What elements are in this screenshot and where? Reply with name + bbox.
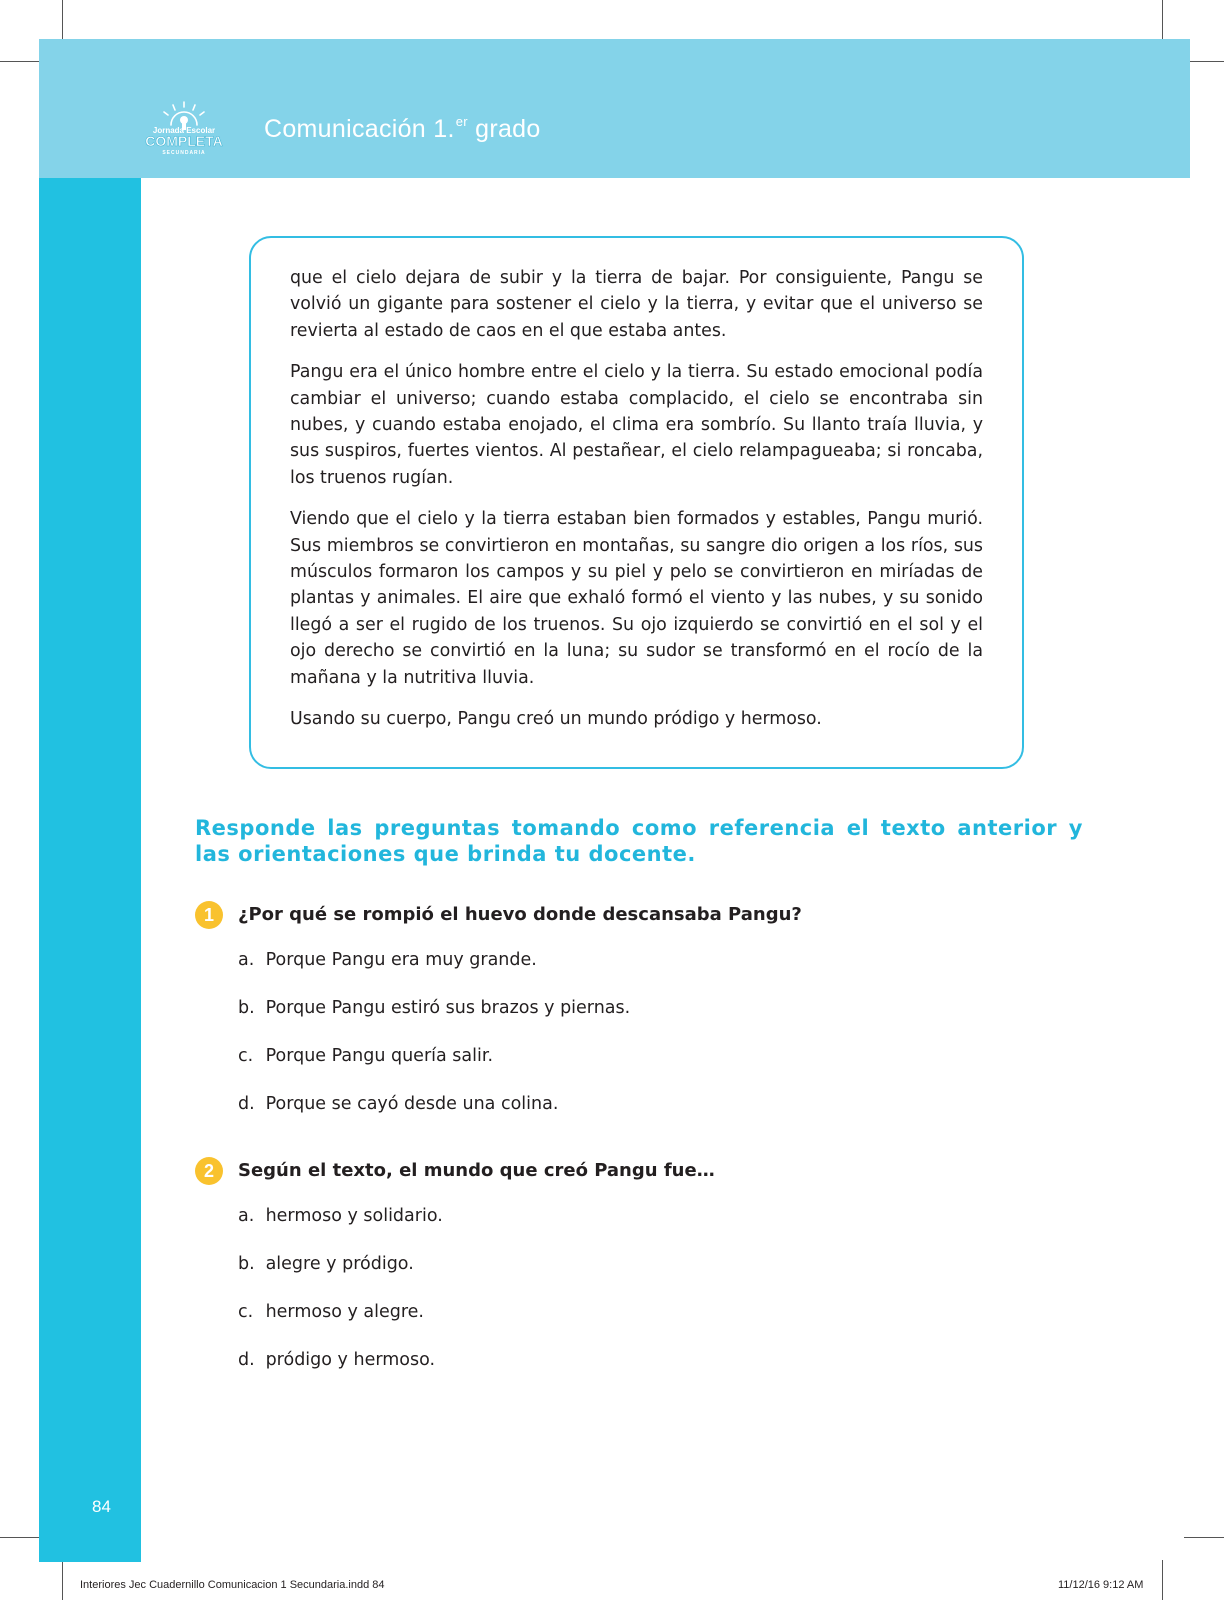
option-letter: a.	[238, 1206, 255, 1226]
crop-mark	[0, 61, 40, 62]
logo-line2: COMPLETA	[145, 133, 223, 149]
option-letter: b.	[238, 998, 255, 1018]
option-text: alegre y pródigo.	[265, 1254, 414, 1274]
print-slug-file: Interiores Jec Cuadernillo Comunicacion 1 Secundaria.indd 84	[80, 1579, 385, 1591]
option-letter: d.	[238, 1094, 255, 1114]
option-text: Porque Pangu era muy grande.	[265, 950, 537, 970]
question-number-badge: 1	[195, 901, 223, 929]
title-main: Comunicación 1.	[264, 115, 455, 143]
print-slug-date: 11/12/16 9:12 AM	[1058, 1579, 1144, 1591]
answer-option[interactable]	[238, 998, 630, 1018]
answer-option[interactable]	[238, 1254, 414, 1274]
crop-mark	[62, 1560, 63, 1600]
question-number-badge: 2	[195, 1157, 223, 1185]
option-letter: b.	[238, 1254, 255, 1274]
question-text: ¿Por qué se rompió el huevo donde descansaba Pangu?	[238, 904, 802, 925]
answer-option[interactable]	[238, 1094, 558, 1114]
answer-option[interactable]	[238, 950, 537, 970]
answer-option[interactable]	[238, 1046, 493, 1066]
instruction-heading: Responde las preguntas tomando como referencia el texto anterior y las orientaciones que brinda tu docente.	[195, 816, 1083, 866]
crop-mark	[62, 0, 63, 40]
crop-mark	[1184, 61, 1224, 62]
option-text: pródigo y hermoso.	[265, 1350, 436, 1370]
option-letter: c.	[238, 1302, 254, 1322]
option-text: Porque se cayó desde una colina.	[265, 1094, 559, 1114]
title-sup: er	[455, 114, 468, 129]
reading-paragraph: Viendo que el cielo y la tierra estaban bien formados y estables, Pangu murió. Sus miembros se convirtieron en montañas, su sangre dio origen a los ríos, sus músculos formaron los campos y su piel y pelo se convirtieron en miríadas de plantas y animales. El aire que exhaló formó el viento y las nubes, y su sonido llegó a ser el rugido de los truenos. Su ojo izquierdo se convirtió en el sol y el ojo derecho se convirtió en la luna; su sudor se transformó en el rocío de la mañana y la nutritiva lluvia.	[290, 509, 983, 688]
jornada-escolar-logo	[144, 100, 224, 160]
option-letter: d.	[238, 1350, 255, 1370]
logo-line3: SECUNDARIA	[162, 150, 206, 156]
answer-option[interactable]	[238, 1350, 435, 1370]
option-letter: a.	[238, 950, 255, 970]
logo-line1: Jornada Escolar	[152, 126, 216, 135]
answer-option[interactable]	[238, 1302, 424, 1322]
option-text: Porque Pangu estiró sus brazos y piernas.	[265, 998, 631, 1018]
crop-mark	[1162, 1560, 1163, 1600]
page-title	[264, 114, 541, 144]
crop-mark	[0, 1537, 40, 1538]
option-text: hermoso y alegre.	[265, 1302, 424, 1322]
option-letter: c.	[238, 1046, 254, 1066]
crop-mark	[1184, 1537, 1224, 1538]
option-text: hermoso y solidario.	[265, 1206, 443, 1226]
answer-option[interactable]	[238, 1206, 443, 1226]
option-text: Porque Pangu quería salir.	[265, 1046, 494, 1066]
reading-paragraph: que el cielo dejara de subir y la tierra de bajar. Por consiguiente, Pangu se volvió un gigante para sostener el cielo y la tierra, y evitar que el universo se revierta al estado de caos en el que estaba antes.	[290, 268, 983, 341]
side-band	[39, 178, 141, 1562]
title-end: grado	[467, 115, 541, 143]
reading-paragraph: Usando su cuerpo, Pangu creó un mundo pródigo y hermoso.	[290, 709, 822, 730]
question-text: Según el texto, el mundo que creó Pangu fue…	[238, 1160, 715, 1181]
page-number: 84	[92, 1497, 111, 1516]
reading-text-box	[249, 236, 1024, 769]
reading-paragraph: Pangu era el único hombre entre el cielo y la tierra. Su estado emocional podía cambiar el universo; cuando estaba complacido, el cielo se encontraba sin nubes, y cuando estaba enojado, el clima era sombrío. Su llanto traía lluvia, y sus suspiros, fuertes vientos. Al pestañear, el cielo relampagueaba; si roncaba, los truenos rugían.	[290, 362, 983, 488]
crop-mark	[1162, 0, 1163, 40]
